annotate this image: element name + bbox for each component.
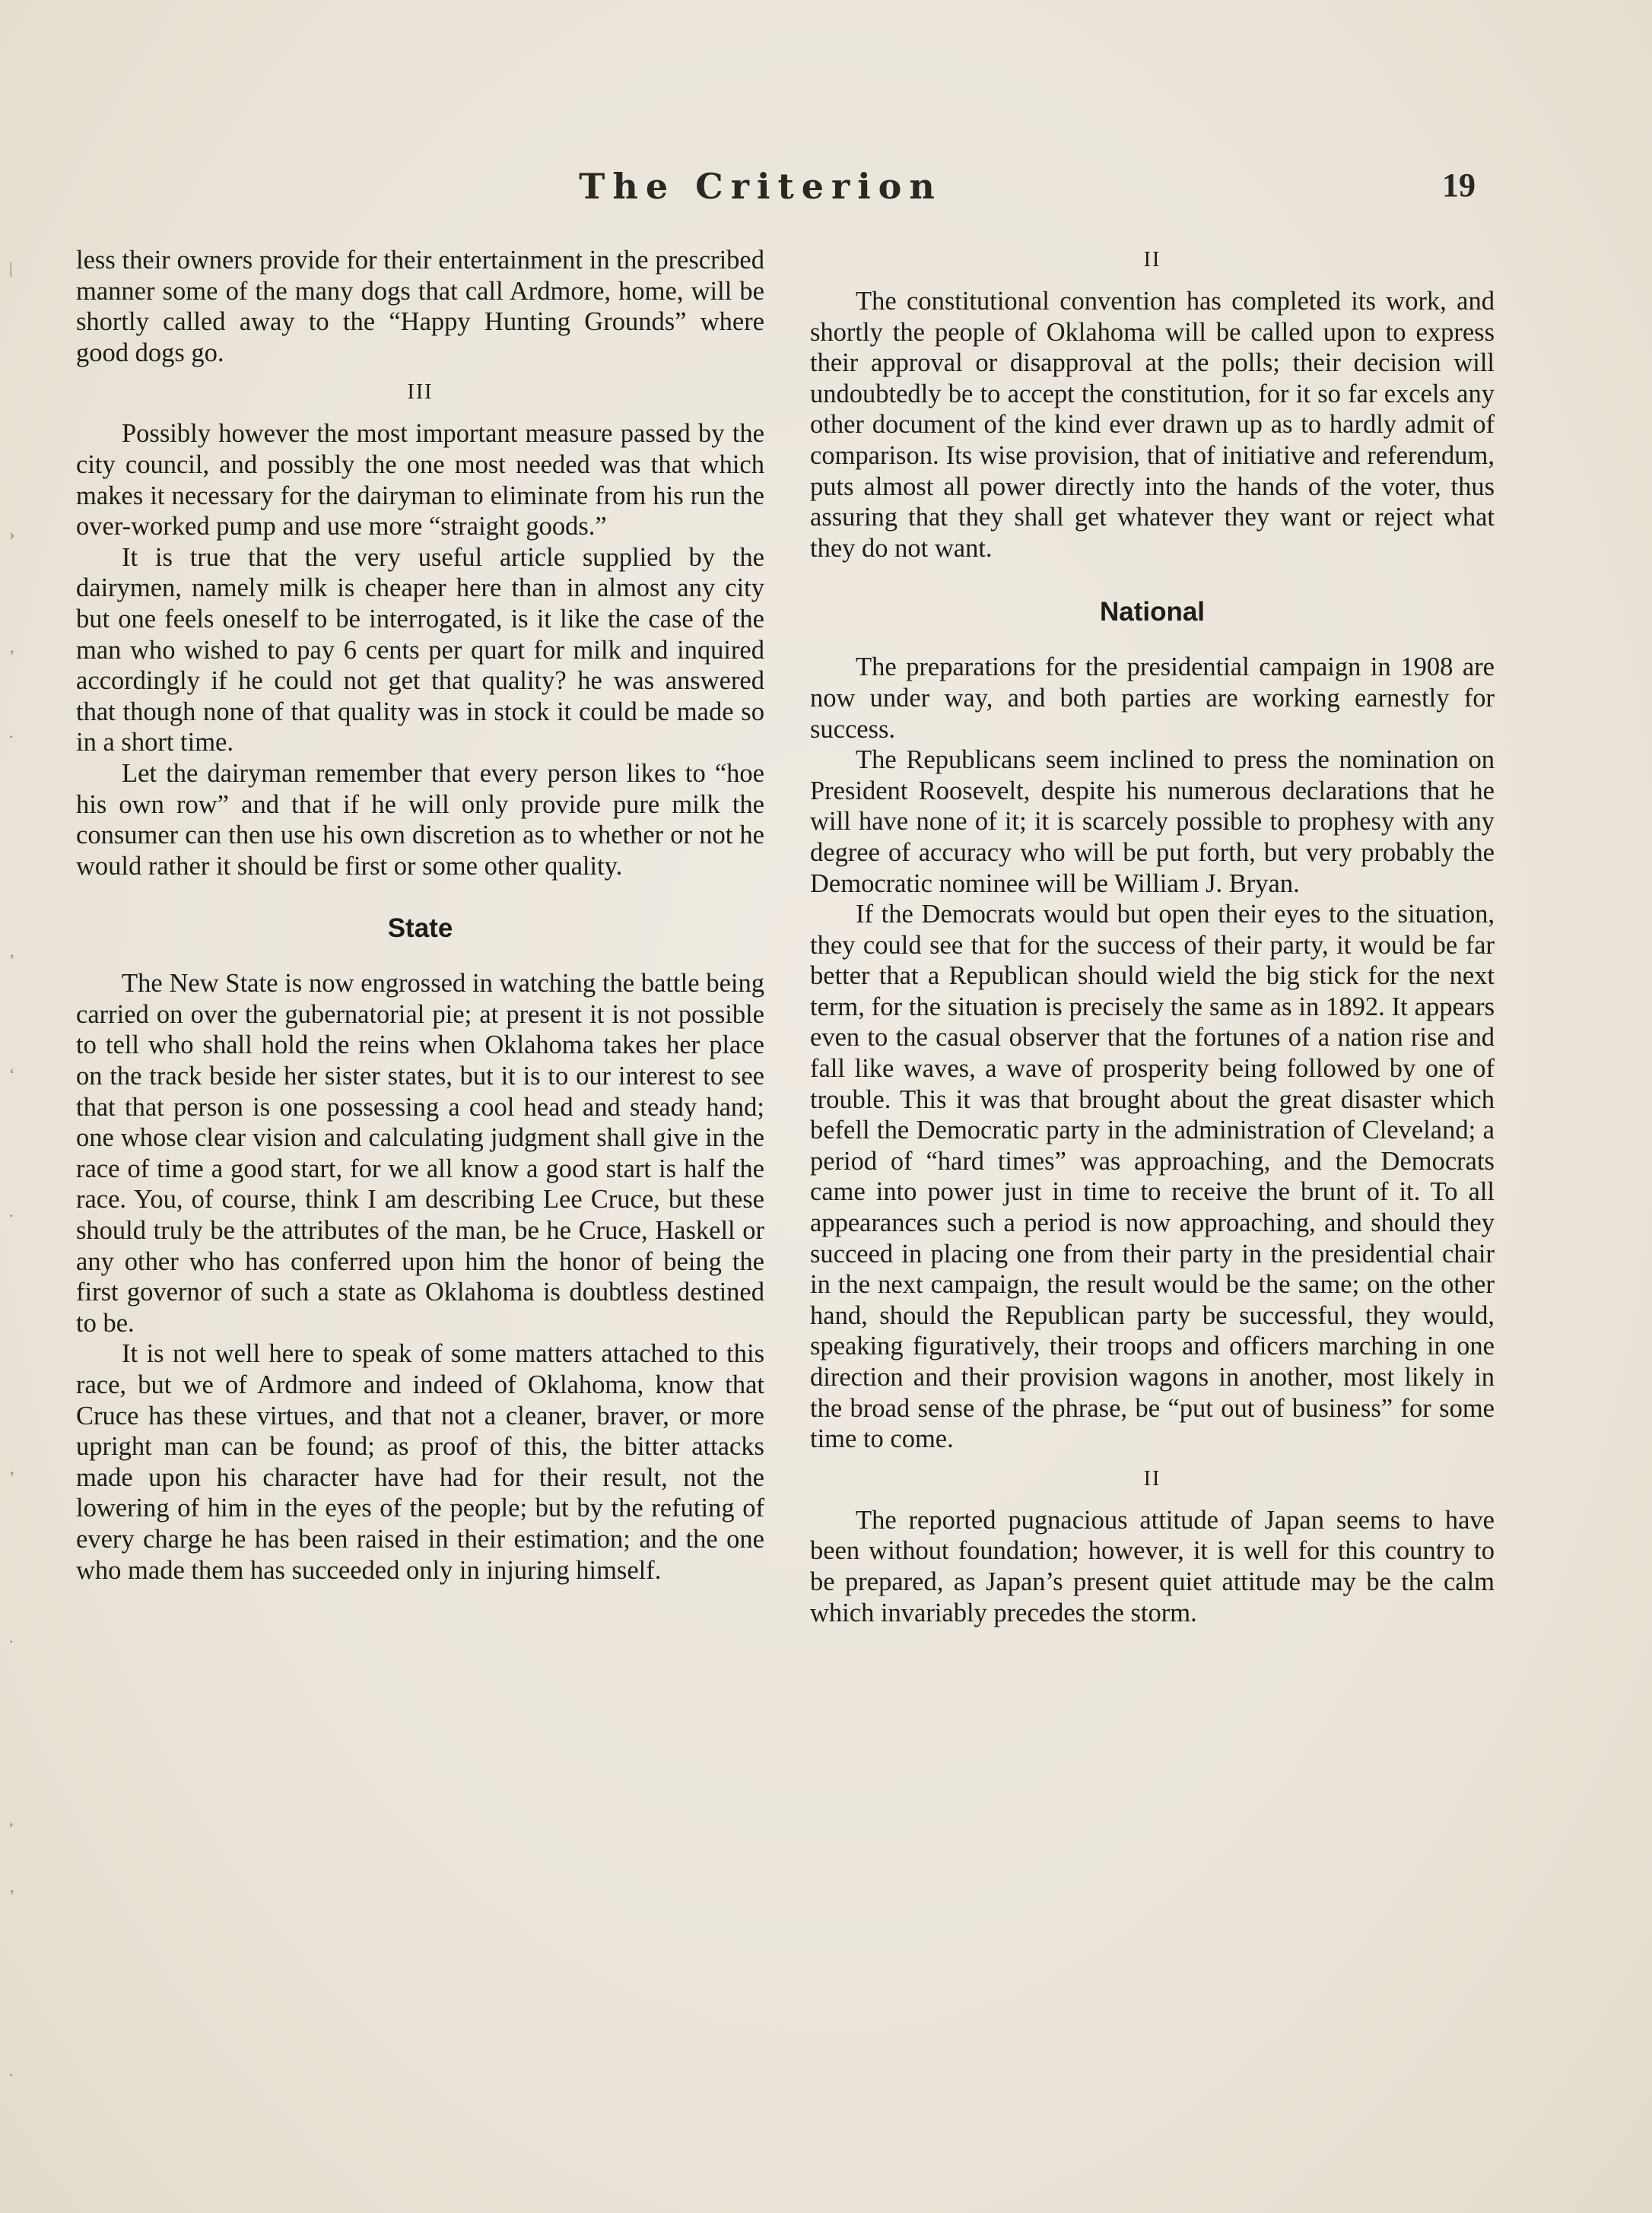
paragraph: The preparations for the presidential campaign in 1908 are now under way, and both parties are working earnestly for success. (810, 652, 1495, 744)
paragraph: It is true that the very useful article supplied by the dairymen, namely milk is cheaper here than in almost any city but one feels oneself to be interrogated, is it like the case of the man who wished to pay 6 cents per quart for milk and inquired accordingly if he could not get that quality? he was answered that though none of that quality was in stock it could be made so in a short time. (76, 542, 764, 757)
paragraph: If the Democrats would but open their eyes to the situation, they could see that for the success of their party, it would be far better that a Republican should wield the big stick for the next term, for the situation is precisely the same as in 1892. It appears even to the casual observer that the fortunes of a nation rise and fall like waves, a wave of prosperity being followed by one of trouble. This it was that brought about the great disaster which befell the Democratic party in the administration of Cleveland; a period of “hard times” was approaching, and the Democrats came into power just in time to receive the brunt of it. To all appearances such a period is now approaching, and should they succeed in placing one from their party in the presidential chair in the next campaign, the result would be the same; on the other hand, should the Republican party be successful, they would, speaking figuratively, their troops and officers marching in one direction and their provision wagons in another, most likely in the broad sense of the phrase, be “put out of business” for some time to come. (810, 900, 1495, 1454)
paragraph: less their owners provide for their entertainment in the prescribed manner some of the many dogs that call Ardmore, home, will be shortly called away to the “Happy Hunting Grounds” where good dogs go. (76, 246, 764, 367)
paragraph: It is not well here to speak of some matters attached to this race, but we of Ardmore and indeed of Oklahoma, know that Cruce has these virtues, and that not a cleaner, braver, or more upright man can be found; as proof of this, the bitter attacks made upon his character have had for their result, not the lowering of him in the eyes of the people; but by the refuting of every charge he has been raised in their estimation; and the one who made them has succeeded only in injuring himself. (76, 1339, 764, 1585)
paragraph: Let the dairyman remember that every person likes to “hoe his own row” and that if he will only provide pure milk the consumer can then use his own discretion as to whether or not he would rather it should be first or some other quality. (76, 758, 764, 881)
section-heading-national: National (1099, 597, 1206, 627)
paragraph: Possibly however the most important measure passed by the city council, and possibly the one most needed was that which makes it necessary for the dairyman to eliminate from his run the over-worked pump and use more “straight goods.” (76, 419, 764, 541)
paragraph: The New State is now engrossed in watching the battle being carried on over the gubernatorial pie; at present it is not possible to tell who shall hold the reins when Oklahoma takes her place on the track beside her sister states, but it is to our interest to see that that person is one possessing a cool head and steady hand; one whose clear vision and calculating judgment shall give in the race of time a good start, for we all know a good start is half the race. You, of course, think I am describing Lee Cruce, but these should truly be the attributes of the man, be he Cruce, Haskell or any other who has conferred upon him the honor of being the first governor of such a state as Oklahoma is doubtless destined to be. (76, 969, 764, 1338)
section-numeral: II (1143, 248, 1161, 271)
section-numeral: III (407, 380, 434, 405)
page-number: 19 (1442, 167, 1476, 204)
section-numeral: II (1143, 1466, 1161, 1491)
paragraph: The constitutional convention has completed its work, and shortly the people of Oklahoma will be called upon to express their approval or disapproval at the polls; their decision will undoubtedly be to accept the constitution, for it so far excels any other document of the kind ever drawn up as to hardly admit of comparison. Its wise provision, that of initiative and referendum, puts almost all power directly into the hands of the voter, thus assuring that they shall get whatever they want or reject what they do not want. (810, 287, 1495, 563)
left-column (76, 245, 764, 1586)
page-header (532, 166, 989, 219)
paragraph: The reported pugnacious attitude of Japan seems to have been without foundation; however, it is well for this country to be prepared, as Japan’s present quiet attitude may be the calm which invariably precedes the storm. (810, 1505, 1495, 1627)
section-heading-state: State (387, 913, 453, 944)
masthead-title: The Criterion (579, 166, 942, 207)
right-column (810, 245, 1495, 1628)
paragraph: The Republicans seem inclined to press the nomination on President Roosevelt, despite his numerous declarations that he will have none of it; it is scarcely possible to prophesy with any degree of accuracy who will be put forth, but very probably the Democratic nominee will be William J. Bryan. (810, 745, 1495, 898)
margin-marks: | › ’ . ’ ‘ . ’ . , ’ . (9, 259, 15, 2080)
